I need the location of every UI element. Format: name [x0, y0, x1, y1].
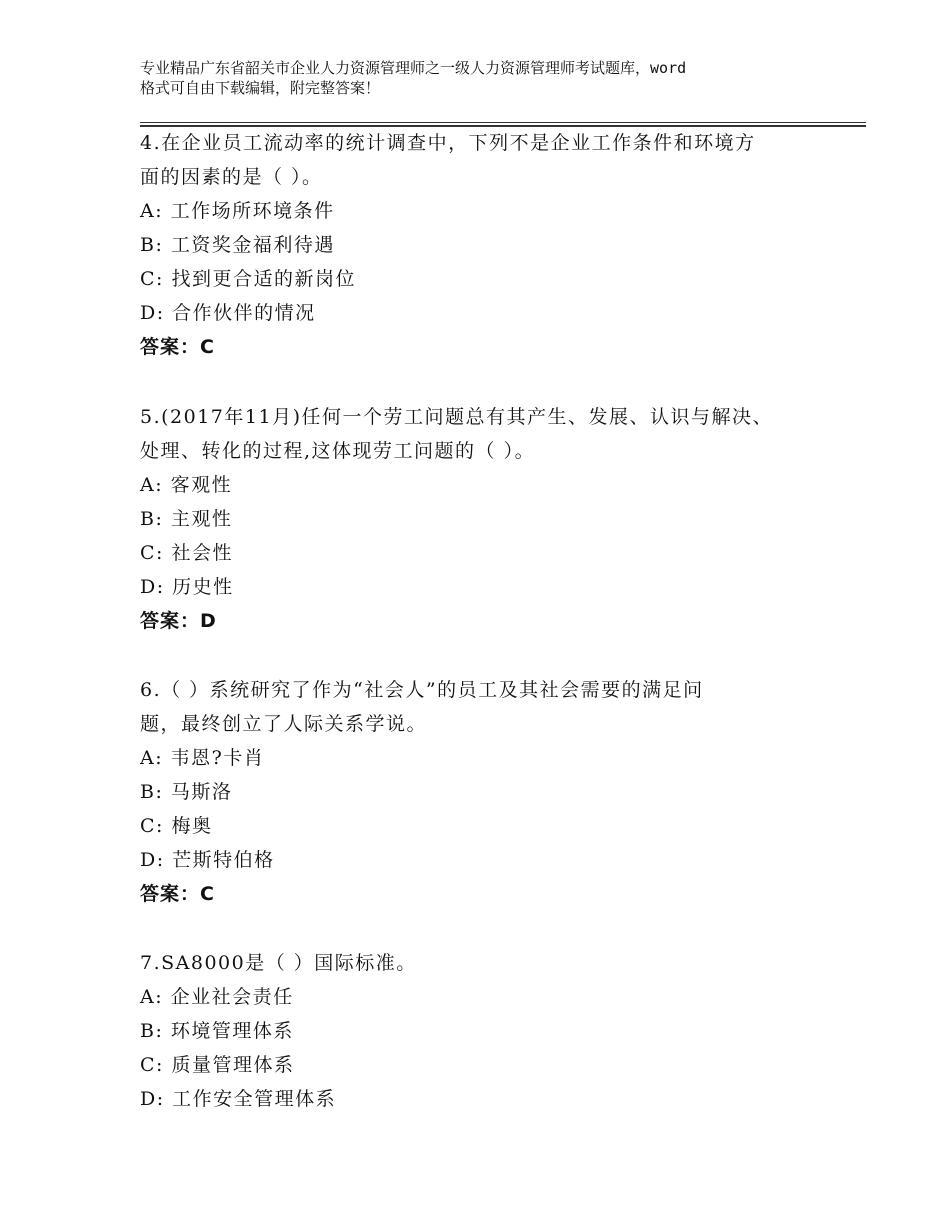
option-c: C: 梅奥	[140, 815, 213, 837]
option-d: D: 芒斯特伯格	[140, 849, 275, 871]
option-c: C: 社会性	[140, 542, 233, 564]
question-6	[140, 673, 810, 911]
option-b: B: 工资奖金福利待遇	[140, 234, 335, 256]
question-stem-line: 6.（ ）系统研究了作为“社会人”的员工及其社会需要的满足问	[140, 679, 704, 701]
question-stem-line: 面的因素的是（ ）。	[140, 166, 323, 188]
question-stem-line: 4.在企业员工流动率的统计调查中，下列不是企业工作条件和环境方	[140, 132, 756, 154]
question-4	[140, 126, 810, 364]
header-divider-thin	[140, 122, 866, 123]
question-5	[140, 400, 810, 638]
option-d: D: 工作安全管理体系	[140, 1088, 337, 1110]
option-a: A: 企业社会责任	[140, 986, 294, 1008]
option-b: B: 环境管理体系	[140, 1020, 294, 1042]
answer-label: 答案：C	[140, 336, 215, 358]
header-line-1: 专业精品广东省韶关市企业人力资源管理师之一级人力资源管理师考试题库，word	[140, 59, 687, 77]
question-stem-line: 题，最终创立了人际关系学说。	[140, 713, 428, 735]
option-a: A: 韦恩?卡肖	[140, 747, 265, 769]
question-stem-line: 7.SA8000是（ ）国际标准。	[140, 952, 417, 974]
option-d: D: 历史性	[140, 576, 234, 598]
option-a: A: 客观性	[140, 474, 233, 496]
answer-label: 答案：C	[140, 883, 215, 905]
option-a: A: 工作场所环境条件	[140, 200, 335, 222]
option-b: B: 主观性	[140, 508, 233, 530]
option-c: C: 找到更合适的新岗位	[140, 268, 356, 290]
document-header	[140, 58, 840, 98]
option-b: B: 马斯洛	[140, 781, 233, 803]
header-line-2: 格式可自由下载编辑，附完整答案！	[140, 79, 381, 97]
question-stem-line: 处理、转化的过程,这体现劳工问题的（ ）。	[140, 440, 536, 462]
option-c: C: 质量管理体系	[140, 1054, 295, 1076]
question-7	[140, 946, 810, 1116]
option-d: D: 合作伙伴的情况	[140, 302, 316, 324]
question-stem-line: 5.(2017年11月)任何一个劳工问题总有其产生、发展、认识与解决、	[140, 406, 773, 428]
answer-label: 答案：D	[140, 610, 217, 632]
